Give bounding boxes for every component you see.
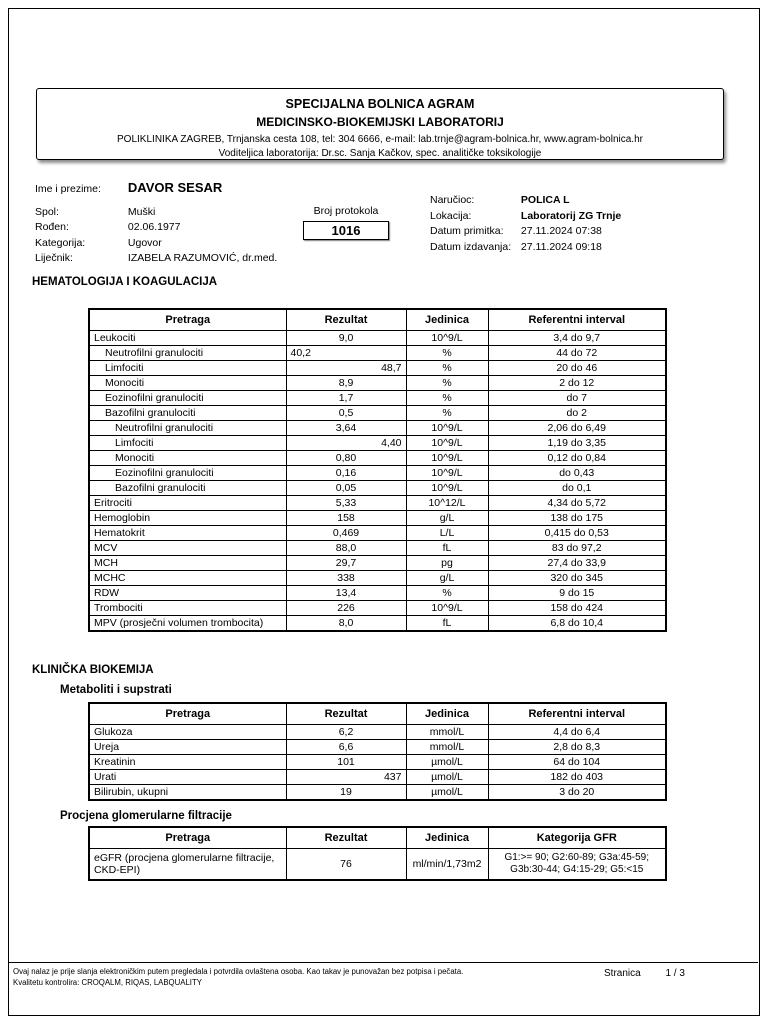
metabolites-table (88, 702, 667, 801)
unit: ml/min/1,73m2 (406, 849, 488, 881)
result-value: 0,05 (286, 481, 406, 496)
received-row (430, 224, 621, 240)
orderer-value: POLICA L (520, 194, 570, 206)
column-header: Referentni interval (488, 703, 666, 725)
issued-value: 27.11.2024 09:18 (520, 240, 602, 253)
unit: % (406, 406, 488, 421)
result-value: 0,5 (286, 406, 406, 421)
test-name: Limfociti (89, 361, 286, 376)
patient-name-row (35, 180, 277, 198)
test-name: Monociti (89, 376, 286, 391)
result-value: 1,7 (286, 391, 406, 406)
location-value: Laboratorij ZG Trnje (520, 209, 622, 222)
test-name: MCHC (89, 571, 286, 586)
result-value: 158 (286, 511, 406, 526)
unit: 10^12/L (406, 496, 488, 511)
table-row (89, 346, 666, 361)
reference-interval: 27,4 do 33,9 (488, 556, 666, 571)
table-row (89, 541, 666, 556)
test-name: Eozinofilni granulociti (89, 391, 286, 406)
result-value: 101 (286, 755, 406, 770)
table-row (89, 586, 666, 601)
table-row (89, 755, 666, 770)
unit: % (406, 346, 488, 361)
reference-interval: 0,12 do 0,84 (488, 451, 666, 466)
unit: mmol/L (406, 725, 488, 740)
reference-interval: 20 do 46 (488, 361, 666, 376)
test-name: Bilirubin, ukupni (89, 785, 286, 801)
table-row (89, 601, 666, 616)
footer-line2: Kvalitetu kontrolira: CROQALM, RIQAS, LABQUALITY (13, 977, 202, 987)
hospital-name: SPECIJALNA BOLNICA AGRAM (285, 97, 475, 111)
sex-value: Muški (127, 205, 156, 218)
table-row (89, 436, 666, 451)
hematology-table (88, 308, 667, 632)
issued-label: Datum izdavanja: (430, 240, 512, 253)
protocol-block (303, 205, 389, 240)
test-name: Neutrofilni granulociti (89, 421, 286, 436)
unit: 10^9/L (406, 466, 488, 481)
test-name: MCV (89, 541, 286, 556)
gfr-table (88, 826, 667, 881)
reference-interval: 182 do 403 (488, 770, 666, 785)
test-name: RDW (89, 586, 286, 601)
result-value: 76 (286, 849, 406, 881)
category-value: Ugovor (127, 236, 162, 249)
patient-born-row (35, 220, 277, 236)
page-number: 1 / 3 (665, 968, 685, 979)
table-row (89, 496, 666, 511)
unit: 10^9/L (406, 436, 488, 451)
test-name: Bazofilni granulociti (89, 481, 286, 496)
test-name: MPV (prosječni volumen trombocita) (89, 616, 286, 632)
footer-separator (8, 962, 758, 963)
reference-interval: 0,415 do 0,53 (488, 526, 666, 541)
unit: % (406, 376, 488, 391)
result-value: 88,0 (286, 541, 406, 556)
unit: 10^9/L (406, 421, 488, 436)
result-value: 29,7 (286, 556, 406, 571)
patient-name-label: Ime i prezime: (35, 183, 101, 195)
unit: g/L (406, 511, 488, 526)
patient-info-right (430, 193, 621, 255)
result-value: 40,2 (286, 346, 406, 361)
protocol-label: Broj protokola (313, 205, 379, 217)
table-row (89, 361, 666, 376)
test-name: Limfociti (89, 436, 286, 451)
section-title-hematology: HEMATOLOGIJA I KOAGULACIJA (32, 276, 218, 288)
result-value: 4,40 (286, 436, 406, 451)
reference-interval: 83 do 97,2 (488, 541, 666, 556)
reference-interval: 2 do 12 (488, 376, 666, 391)
column-header: Rezultat (286, 309, 406, 331)
test-name: Urati (89, 770, 286, 785)
protocol-number: 1016 (303, 221, 389, 240)
unit: 10^9/L (406, 481, 488, 496)
table-row (89, 770, 666, 785)
footer-page-info (604, 968, 685, 979)
unit: fL (406, 616, 488, 632)
born-label: Rođen: (35, 221, 69, 233)
result-value: 0,469 (286, 526, 406, 541)
reference-interval: 2,8 do 8,3 (488, 740, 666, 755)
result-value: 6,2 (286, 725, 406, 740)
lab-director-line: Voditeljica laboratorija: Dr.sc. Sanja Kačkov, spec. analitičke toksikologije (218, 148, 542, 159)
unit: % (406, 391, 488, 406)
category-label: Kategorija: (35, 236, 86, 249)
result-value: 8,9 (286, 376, 406, 391)
column-header: Kategorija GFR (488, 827, 666, 849)
table-row (89, 481, 666, 496)
table-row (89, 616, 666, 632)
reference-interval: 9 do 15 (488, 586, 666, 601)
orderer-row (430, 193, 621, 209)
column-header: Pretraga (89, 827, 286, 849)
born-value: 02.06.1977 (127, 221, 181, 233)
table-row (89, 785, 666, 801)
reference-interval: do 2 (488, 406, 666, 421)
location-label: Lokacija: (430, 209, 472, 222)
received-label: Datum primitka: (430, 225, 504, 237)
table-row (89, 526, 666, 541)
patient-category-row (35, 236, 277, 252)
test-name: Bazofilni granulociti (89, 406, 286, 421)
location-row (430, 209, 621, 225)
unit: 10^9/L (406, 601, 488, 616)
unit: mmol/L (406, 740, 488, 755)
doctor-label: Liječnik: (35, 252, 73, 264)
test-name: Eritrociti (89, 496, 286, 511)
reference-interval: 138 do 175 (488, 511, 666, 526)
unit: % (406, 361, 488, 376)
subsection-title-metabolites: Metaboliti i supstrati (60, 684, 172, 696)
reference-interval: 44 do 72 (488, 346, 666, 361)
clinic-header-box (36, 88, 724, 160)
unit: µmol/L (406, 770, 488, 785)
clinic-contact-line: POLIKLINIKA ZAGREB, Trnjanska cesta 108, tel: 304 6666, e-mail: lab.trnje@agram-bolnica.hr, www.agram-bolnica.hr (117, 134, 643, 145)
reference-interval: 6,8 do 10,4 (488, 616, 666, 632)
result-value: 338 (286, 571, 406, 586)
column-header: Rezultat (286, 703, 406, 725)
result-value: 226 (286, 601, 406, 616)
reference-interval: 158 do 424 (488, 601, 666, 616)
column-header: Referentni interval (488, 309, 666, 331)
result-value: 5,33 (286, 496, 406, 511)
result-value: 9,0 (286, 331, 406, 346)
unit: µmol/L (406, 785, 488, 801)
result-value: 3,64 (286, 421, 406, 436)
table-row (89, 571, 666, 586)
table-row (89, 740, 666, 755)
test-name: Glukoza (89, 725, 286, 740)
reference-interval: do 7 (488, 391, 666, 406)
subsection-title-gfr: Procjena glomerularne filtracije (60, 810, 232, 822)
sex-label: Spol: (35, 205, 59, 218)
result-value: 437 (286, 770, 406, 785)
table-row (89, 451, 666, 466)
test-name: Kreatinin (89, 755, 286, 770)
reference-interval: 3 do 20 (488, 785, 666, 801)
unit: µmol/L (406, 755, 488, 770)
patient-sex-row (35, 205, 277, 221)
test-name: MCH (89, 556, 286, 571)
column-header: Jedinica (406, 703, 488, 725)
test-name: Neutrofilni granulociti (89, 346, 286, 361)
table-row (89, 725, 666, 740)
footer-line1: Ovaj nalaz je prije slanja elektroničkim putem pregledala i potvrdila ovlaštena osoba. Kao takav je punovažan bez potpisa i pečata. (13, 967, 464, 976)
unit: % (406, 586, 488, 601)
test-name: Eozinofilni granulociti (89, 466, 286, 481)
reference-interval: 3,4 do 9,7 (488, 331, 666, 346)
column-header: Jedinica (406, 309, 488, 331)
table-header-row (89, 703, 666, 725)
result-value: 6,6 (286, 740, 406, 755)
test-name: Trombociti (89, 601, 286, 616)
reference-interval: 64 do 104 (488, 755, 666, 770)
table-row (89, 376, 666, 391)
laboratory-name: MEDICINSKO-BIOKEMIJSKI LABORATORIJ (256, 115, 504, 129)
table-header-row (89, 827, 666, 849)
reference-interval: 2,06 do 6,49 (488, 421, 666, 436)
column-header: Pretraga (89, 309, 286, 331)
test-name: eGFR (procjena glomerularne filtracije, CKD-EPI) (89, 849, 286, 881)
page-label: Stranica (604, 968, 641, 979)
patient-info-left (35, 180, 277, 267)
result-value: 13,4 (286, 586, 406, 601)
reference-interval: G1:>= 90; G2:60-89; G3a:45-59; G3b:30-44; G4:15-29; G5:<15 (488, 849, 666, 881)
table-header-row (89, 309, 666, 331)
result-value: 48,7 (286, 361, 406, 376)
patient-doctor-row (35, 251, 277, 267)
unit: 10^9/L (406, 451, 488, 466)
table-row (89, 511, 666, 526)
table-row (89, 466, 666, 481)
patient-name: DAVOR SESAR (127, 180, 223, 195)
section-title-biochemistry: KLINIČKA BIOKEMIJA (32, 664, 154, 676)
received-value: 27.11.2024 07:38 (520, 225, 602, 237)
result-value: 0,80 (286, 451, 406, 466)
test-name: Hemoglobin (89, 511, 286, 526)
table-row (89, 331, 666, 346)
reference-interval: 4,4 do 6,4 (488, 725, 666, 740)
column-header: Rezultat (286, 827, 406, 849)
result-value: 0,16 (286, 466, 406, 481)
table-row (89, 849, 666, 881)
unit: 10^9/L (406, 331, 488, 346)
footer-disclaimer (13, 967, 573, 988)
reference-interval: 1,19 do 3,35 (488, 436, 666, 451)
unit: L/L (406, 526, 488, 541)
reference-interval: 320 do 345 (488, 571, 666, 586)
reference-interval: do 0,43 (488, 466, 666, 481)
unit: fL (406, 541, 488, 556)
result-value: 8,0 (286, 616, 406, 632)
reference-interval: do 0,1 (488, 481, 666, 496)
unit: g/L (406, 571, 488, 586)
orderer-label: Naručioc: (430, 194, 475, 206)
result-value: 19 (286, 785, 406, 801)
table-row (89, 391, 666, 406)
test-name: Ureja (89, 740, 286, 755)
table-row (89, 421, 666, 436)
unit: pg (406, 556, 488, 571)
doctor-value: IZABELA RAZUMOVIĆ, dr.med. (127, 252, 278, 264)
test-name: Monociti (89, 451, 286, 466)
issued-row (430, 240, 621, 256)
table-row (89, 406, 666, 421)
test-name: Hematokrit (89, 526, 286, 541)
table-row (89, 556, 666, 571)
column-header: Pretraga (89, 703, 286, 725)
reference-interval: 4,34 do 5,72 (488, 496, 666, 511)
test-name: Leukociti (89, 331, 286, 346)
column-header: Jedinica (406, 827, 488, 849)
